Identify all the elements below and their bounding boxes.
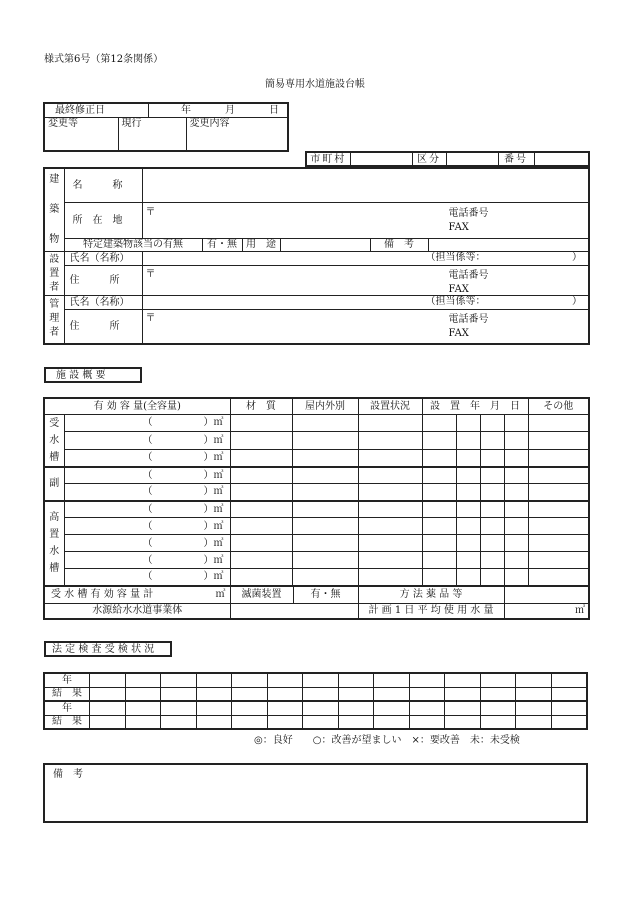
water-source-label: 水源給水水道事業体 <box>44 603 230 619</box>
installer-address-value[interactable]: 〒 電話番号 FAX <box>142 266 589 296</box>
facility-cell[interactable] <box>480 501 504 518</box>
inspection-cell[interactable] <box>232 687 268 701</box>
install-date-header: 設 置 年 月 日 <box>422 398 528 414</box>
facility-cell[interactable] <box>292 518 358 535</box>
inspection-cell[interactable] <box>409 687 445 701</box>
capacity-cell[interactable]: （ ）㎥ <box>64 552 230 569</box>
facility-cell[interactable] <box>358 414 422 432</box>
daily-usage-value[interactable]: ㎥ <box>504 603 589 619</box>
inspection-cell[interactable] <box>196 687 232 701</box>
inspection-cell[interactable] <box>232 715 268 729</box>
facility-cell[interactable] <box>358 518 422 535</box>
facility-cell[interactable] <box>230 552 292 569</box>
facility-cell[interactable] <box>456 467 480 484</box>
facility-cell[interactable] <box>292 449 358 467</box>
facility-cell[interactable] <box>422 552 456 569</box>
installer-side-label: 設 置 者 <box>44 252 64 296</box>
facility-cell[interactable] <box>456 501 480 518</box>
inspection-result-label: 結 果 <box>44 687 90 701</box>
installer-address-label: 住 所 <box>64 266 142 296</box>
facility-cell[interactable] <box>422 449 456 467</box>
inspection-cell[interactable] <box>551 701 587 715</box>
facility-cell[interactable] <box>456 414 480 432</box>
inspection-cell[interactable] <box>516 701 552 715</box>
inspection-year-label: 年 <box>44 701 90 715</box>
indoor-outdoor-header: 屋内外別 <box>292 398 358 414</box>
inspection-cell[interactable] <box>125 701 161 715</box>
inspection-cell[interactable] <box>338 673 374 687</box>
inspection-cell[interactable] <box>303 673 339 687</box>
facility-cell[interactable] <box>528 535 589 552</box>
facility-cell[interactable] <box>456 432 480 450</box>
facility-cell[interactable] <box>528 501 589 518</box>
inspection-cell[interactable] <box>409 701 445 715</box>
facility-cell[interactable] <box>292 535 358 552</box>
building-remarks-value[interactable] <box>428 238 589 251</box>
division-label: 区分 <box>412 152 446 166</box>
remarks-box[interactable] <box>43 763 588 823</box>
specific-building-label: 特定建築物該当の有無 <box>64 238 202 251</box>
facility-cell[interactable] <box>504 449 528 467</box>
facility-cell[interactable] <box>480 432 504 450</box>
inspection-cell[interactable] <box>232 673 268 687</box>
inspection-cell[interactable] <box>480 673 516 687</box>
facility-cell[interactable] <box>230 449 292 467</box>
manager-address-value[interactable]: 〒 電話番号 FAX <box>142 310 589 344</box>
facility-cell[interactable] <box>504 432 528 450</box>
capacity-cell[interactable]: （ ）㎥ <box>64 467 230 484</box>
facility-cell[interactable] <box>230 484 292 501</box>
inspection-cell[interactable] <box>232 701 268 715</box>
facility-cell[interactable] <box>456 552 480 569</box>
building-name-value[interactable] <box>142 168 589 202</box>
capacity-cell[interactable]: （ ）㎥ <box>64 518 230 535</box>
fax-label: FAX <box>448 221 469 233</box>
inspection-cell[interactable] <box>516 715 552 729</box>
facility-cell[interactable] <box>480 535 504 552</box>
facility-cell[interactable] <box>292 501 358 518</box>
capacity-cell[interactable]: （ ）㎥ <box>64 535 230 552</box>
inspection-cell[interactable] <box>374 715 410 729</box>
facility-cell[interactable] <box>422 518 456 535</box>
number-value[interactable] <box>534 152 589 166</box>
usage-value[interactable] <box>280 238 370 251</box>
facility-cell[interactable] <box>230 501 292 518</box>
capacity-header: 有 効 容 量(全容量) <box>44 398 230 414</box>
capacity-cell[interactable]: （ ）㎥ <box>64 449 230 467</box>
installer-name-label: 氏名（名称） <box>64 252 142 266</box>
form-number: 様式第6号（第12条関係） <box>44 54 164 65</box>
inspection-table <box>43 672 588 730</box>
revision-table <box>43 102 289 152</box>
inspection-cell[interactable] <box>516 673 552 687</box>
inspection-cell[interactable] <box>161 701 197 715</box>
inspection-cell[interactable] <box>303 715 339 729</box>
building-address-value[interactable] <box>142 202 589 238</box>
facility-cell[interactable] <box>528 449 589 467</box>
inspection-cell[interactable] <box>445 687 481 701</box>
manager-name-value[interactable]: （担当係等： ） <box>142 296 589 310</box>
facility-cell[interactable] <box>422 467 456 484</box>
inspection-cell[interactable] <box>480 701 516 715</box>
facility-cell[interactable] <box>528 518 589 535</box>
building-name-label: 名 称 <box>64 168 142 202</box>
inspection-cell[interactable] <box>90 673 126 687</box>
manager-contact: （担当係等： <box>425 296 486 307</box>
facility-cell[interactable] <box>422 484 456 501</box>
facility-cell[interactable] <box>504 501 528 518</box>
building-side-label: 建 築 物 <box>44 168 64 252</box>
facility-cell[interactable] <box>456 449 480 467</box>
daily-usage-label: 計 画 1 日 平 均 使 用 水 量 <box>358 603 504 619</box>
facility-cell[interactable] <box>358 432 422 450</box>
inspection-section-label: 法 定 検 査 受 検 状 況 <box>44 641 172 657</box>
manager-name-label: 氏名（名称） <box>64 296 142 310</box>
facility-cell[interactable] <box>230 414 292 432</box>
specific-building-yesno[interactable]: 有・無 <box>202 238 242 251</box>
material-header: 材 質 <box>230 398 292 414</box>
inspection-cell[interactable] <box>125 687 161 701</box>
inspection-cell[interactable] <box>303 687 339 701</box>
inspection-cell[interactable] <box>267 701 303 715</box>
inspection-cell[interactable] <box>551 687 587 701</box>
inspection-cell[interactable] <box>125 673 161 687</box>
change-header: 変更等 <box>44 117 118 151</box>
facility-cell[interactable] <box>422 414 456 432</box>
inspection-cell[interactable] <box>338 687 374 701</box>
total-capacity-label: 受 水 槽 有 効 容 量 計 ㎥ <box>44 586 230 604</box>
inspection-cell[interactable] <box>90 715 126 729</box>
capacity-cell[interactable]: （ ）㎥ <box>64 484 230 501</box>
facility-cell[interactable] <box>456 518 480 535</box>
facility-section-label: 施 設 概 要 <box>44 367 142 383</box>
facility-table <box>43 397 590 620</box>
tank-group-label: 高 置 水 槽 <box>44 501 64 586</box>
inspection-cell[interactable] <box>90 687 126 701</box>
inspection-cell[interactable] <box>303 701 339 715</box>
facility-cell[interactable] <box>480 467 504 484</box>
install-status-header: 設置状況 <box>358 398 422 414</box>
day-label: 日 <box>269 104 280 116</box>
inspection-cell[interactable] <box>374 673 410 687</box>
inspection-cell[interactable] <box>551 715 587 729</box>
phone-label: 電話番号 <box>448 207 489 219</box>
current-header: 現行 <box>118 117 186 151</box>
facility-cell[interactable] <box>422 535 456 552</box>
facility-cell[interactable] <box>292 484 358 501</box>
sterilizer-yesno[interactable]: 有・無 <box>310 589 341 600</box>
facility-cell[interactable] <box>358 449 422 467</box>
facility-cell[interactable] <box>480 484 504 501</box>
facility-cell[interactable] <box>504 484 528 501</box>
facility-cell[interactable] <box>358 467 422 484</box>
method-value[interactable] <box>504 586 589 604</box>
other-header: その他 <box>528 398 589 414</box>
year-label: 年 <box>181 104 192 116</box>
owner-table <box>43 167 590 345</box>
facility-cell[interactable] <box>358 501 422 518</box>
inspection-cell[interactable] <box>196 673 232 687</box>
inspection-cell[interactable] <box>409 673 445 687</box>
facility-cell[interactable] <box>528 484 589 501</box>
manager-side-label: 管 理 者 <box>44 296 64 344</box>
facility-cell[interactable] <box>528 467 589 484</box>
method-label: 方 法 薬 品 等 <box>358 586 504 604</box>
inspection-cell[interactable] <box>161 715 197 729</box>
capacity-cell[interactable]: （ ）㎥ <box>64 432 230 450</box>
inspection-cell[interactable] <box>267 687 303 701</box>
inspection-cell[interactable] <box>374 687 410 701</box>
inspection-cell[interactable] <box>480 687 516 701</box>
municipality-label: 市町村 <box>306 152 350 166</box>
facility-cell[interactable] <box>358 484 422 501</box>
inspection-cell[interactable] <box>161 687 197 701</box>
facility-cell[interactable] <box>292 552 358 569</box>
month-label: 月 <box>225 104 236 116</box>
facility-cell[interactable] <box>504 569 528 586</box>
capacity-cell[interactable]: （ ）㎥ <box>64 501 230 518</box>
last-revised-label: 最終修正日 <box>44 103 148 117</box>
inspection-cell[interactable] <box>445 673 481 687</box>
inspection-cell[interactable] <box>338 701 374 715</box>
facility-cell[interactable] <box>230 535 292 552</box>
facility-cell[interactable] <box>230 569 292 586</box>
facility-cell[interactable] <box>504 535 528 552</box>
change-content-header: 変更内容 <box>186 117 288 151</box>
postal-mark: 〒 <box>145 206 156 218</box>
facility-cell[interactable] <box>480 414 504 432</box>
inspection-result-label: 結 果 <box>44 715 90 729</box>
facility-cell[interactable] <box>504 414 528 432</box>
facility-cell[interactable] <box>528 569 589 586</box>
facility-cell[interactable] <box>230 432 292 450</box>
facility-cell[interactable] <box>528 414 589 432</box>
building-address-label: 所 在 地 <box>64 202 142 238</box>
installer-name-value[interactable]: （担当係等： ） <box>142 252 589 266</box>
facility-cell[interactable] <box>504 552 528 569</box>
inspection-legend: ◎：良好 ○：改善が望ましい ×：要改善 未：未受検 <box>254 735 520 746</box>
facility-cell[interactable] <box>422 501 456 518</box>
facility-cell[interactable] <box>456 535 480 552</box>
inspection-cell[interactable] <box>267 715 303 729</box>
sterilizer-label: 滅菌装置 <box>231 587 294 603</box>
facility-cell[interactable] <box>456 484 480 501</box>
page-title: 簡易専用水道施設台帳 <box>265 79 365 90</box>
installer-contact: （担当係等： <box>425 252 486 263</box>
facility-cell[interactable] <box>422 432 456 450</box>
facility-cell[interactable] <box>292 432 358 450</box>
inspection-cell[interactable] <box>338 715 374 729</box>
inspection-cell[interactable] <box>409 715 445 729</box>
facility-cell[interactable] <box>292 569 358 586</box>
inspection-cell[interactable] <box>267 673 303 687</box>
facility-cell[interactable] <box>528 552 589 569</box>
facility-cell[interactable] <box>292 467 358 484</box>
water-source-value[interactable] <box>230 603 358 619</box>
remarks-label: 備 考 <box>53 769 83 780</box>
manager-address-label: 住 所 <box>64 310 142 344</box>
facility-cell[interactable] <box>358 535 422 552</box>
inspection-cell[interactable] <box>551 673 587 687</box>
tank-group-label: 副 <box>44 467 64 501</box>
inspection-cell[interactable] <box>125 715 161 729</box>
inspection-cell[interactable] <box>445 701 481 715</box>
tank-group-label: 受 水 槽 <box>44 414 64 467</box>
usage-label: 用 途 <box>242 238 280 251</box>
facility-cell[interactable] <box>480 569 504 586</box>
capacity-cell[interactable]: （ ）㎥ <box>64 569 230 586</box>
facility-cell[interactable] <box>292 414 358 432</box>
inspection-cell[interactable] <box>445 715 481 729</box>
inspection-cell[interactable] <box>196 701 232 715</box>
number-label: 番号 <box>498 152 534 166</box>
facility-cell[interactable] <box>456 569 480 586</box>
facility-cell[interactable] <box>422 569 456 586</box>
facility-cell[interactable] <box>480 518 504 535</box>
building-remarks-label: 備 考 <box>370 238 428 251</box>
facility-cell[interactable] <box>230 518 292 535</box>
facility-cell[interactable] <box>504 518 528 535</box>
inspection-cell[interactable] <box>90 701 126 715</box>
inspection-cell[interactable] <box>374 701 410 715</box>
facility-cell[interactable] <box>480 449 504 467</box>
inspection-cell[interactable] <box>161 673 197 687</box>
division-value[interactable] <box>446 152 498 166</box>
facility-cell[interactable] <box>358 569 422 586</box>
inspection-cell[interactable] <box>516 687 552 701</box>
capacity-cell[interactable]: （ ）㎥ <box>64 414 230 432</box>
facility-cell[interactable] <box>480 552 504 569</box>
facility-cell[interactable] <box>504 467 528 484</box>
facility-cell[interactable] <box>528 432 589 450</box>
location-table <box>305 151 590 167</box>
inspection-cell[interactable] <box>480 715 516 729</box>
facility-cell[interactable] <box>358 552 422 569</box>
inspection-cell[interactable] <box>196 715 232 729</box>
facility-cell[interactable] <box>230 467 292 484</box>
inspection-year-label: 年 <box>44 673 90 687</box>
municipality-value[interactable] <box>350 152 412 166</box>
